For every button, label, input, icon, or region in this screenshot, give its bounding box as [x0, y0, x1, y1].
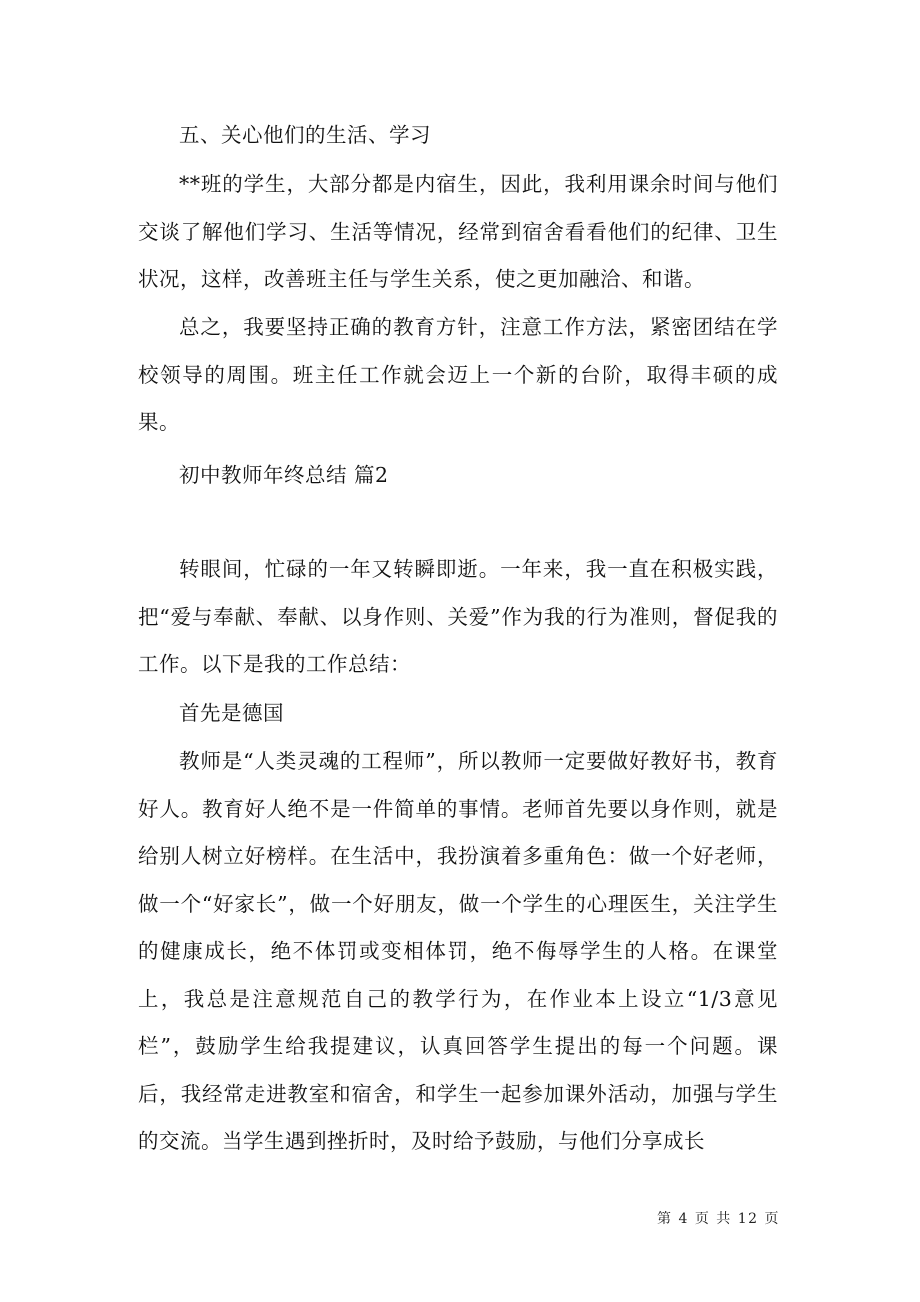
section-heading: 五、关心他们的生活、学习 — [179, 123, 431, 147]
body-paragraph: 总之，我要坚持正确的教育方针，注意工作方法，紧密团结在学校领导的周围。班主任工作就会迈上一个新的台阶，取得丰硕的成果。 — [138, 315, 778, 434]
article-title: 初中教师年终总结 篇2 — [179, 463, 389, 487]
body-paragraph: 教师是“人类灵魂的工程师”，所以教师一定要做好教好书，教育好人。教育好人绝不是一件简单的事情。老师首先要以身作则，就是给别人树立好榜样。在生活中，我扮演着多重角色：做一个好老师，做一个“好家长”，做一个好朋友，做一个学生的心理医生，关注学生的健康成长，绝不体罚或变相体罚，绝不侮辱学生的人格。在课堂上，我总是注意规范自己的教学行为，在作业本上设立“1/3意见栏”，鼓励学生给我提建议，认真回答学生提出的每一个问题。课后，我经常走进教室和宿舍，和学生一起参加课外活动，加强与学生的交流。当学生遇到挫折时，及时给予鼓励，与他们分享成长 — [138, 749, 778, 1153]
section-heading: 首先是德国 — [179, 701, 284, 725]
body-paragraph: **班的学生，大部分都是内宿生，因此，我利用课余时间与他们交谈了解他们学习、生活等情况，经常到宿舍看看他们的纪律、卫生状况，这样，改善班主任与学生关系，使之更加融洽、和谐。 — [138, 172, 778, 291]
page-number-footer: 第 4 页 共 12 页 — [657, 1211, 780, 1227]
body-paragraph: 转眼间，忙碌的一年又转瞬即逝。一年来，我一直在积极实践，把“爱与奉献、奉献、以身作则、关爱”作为我的行为准则，督促我的工作。以下是我的工作总结： — [138, 557, 778, 676]
